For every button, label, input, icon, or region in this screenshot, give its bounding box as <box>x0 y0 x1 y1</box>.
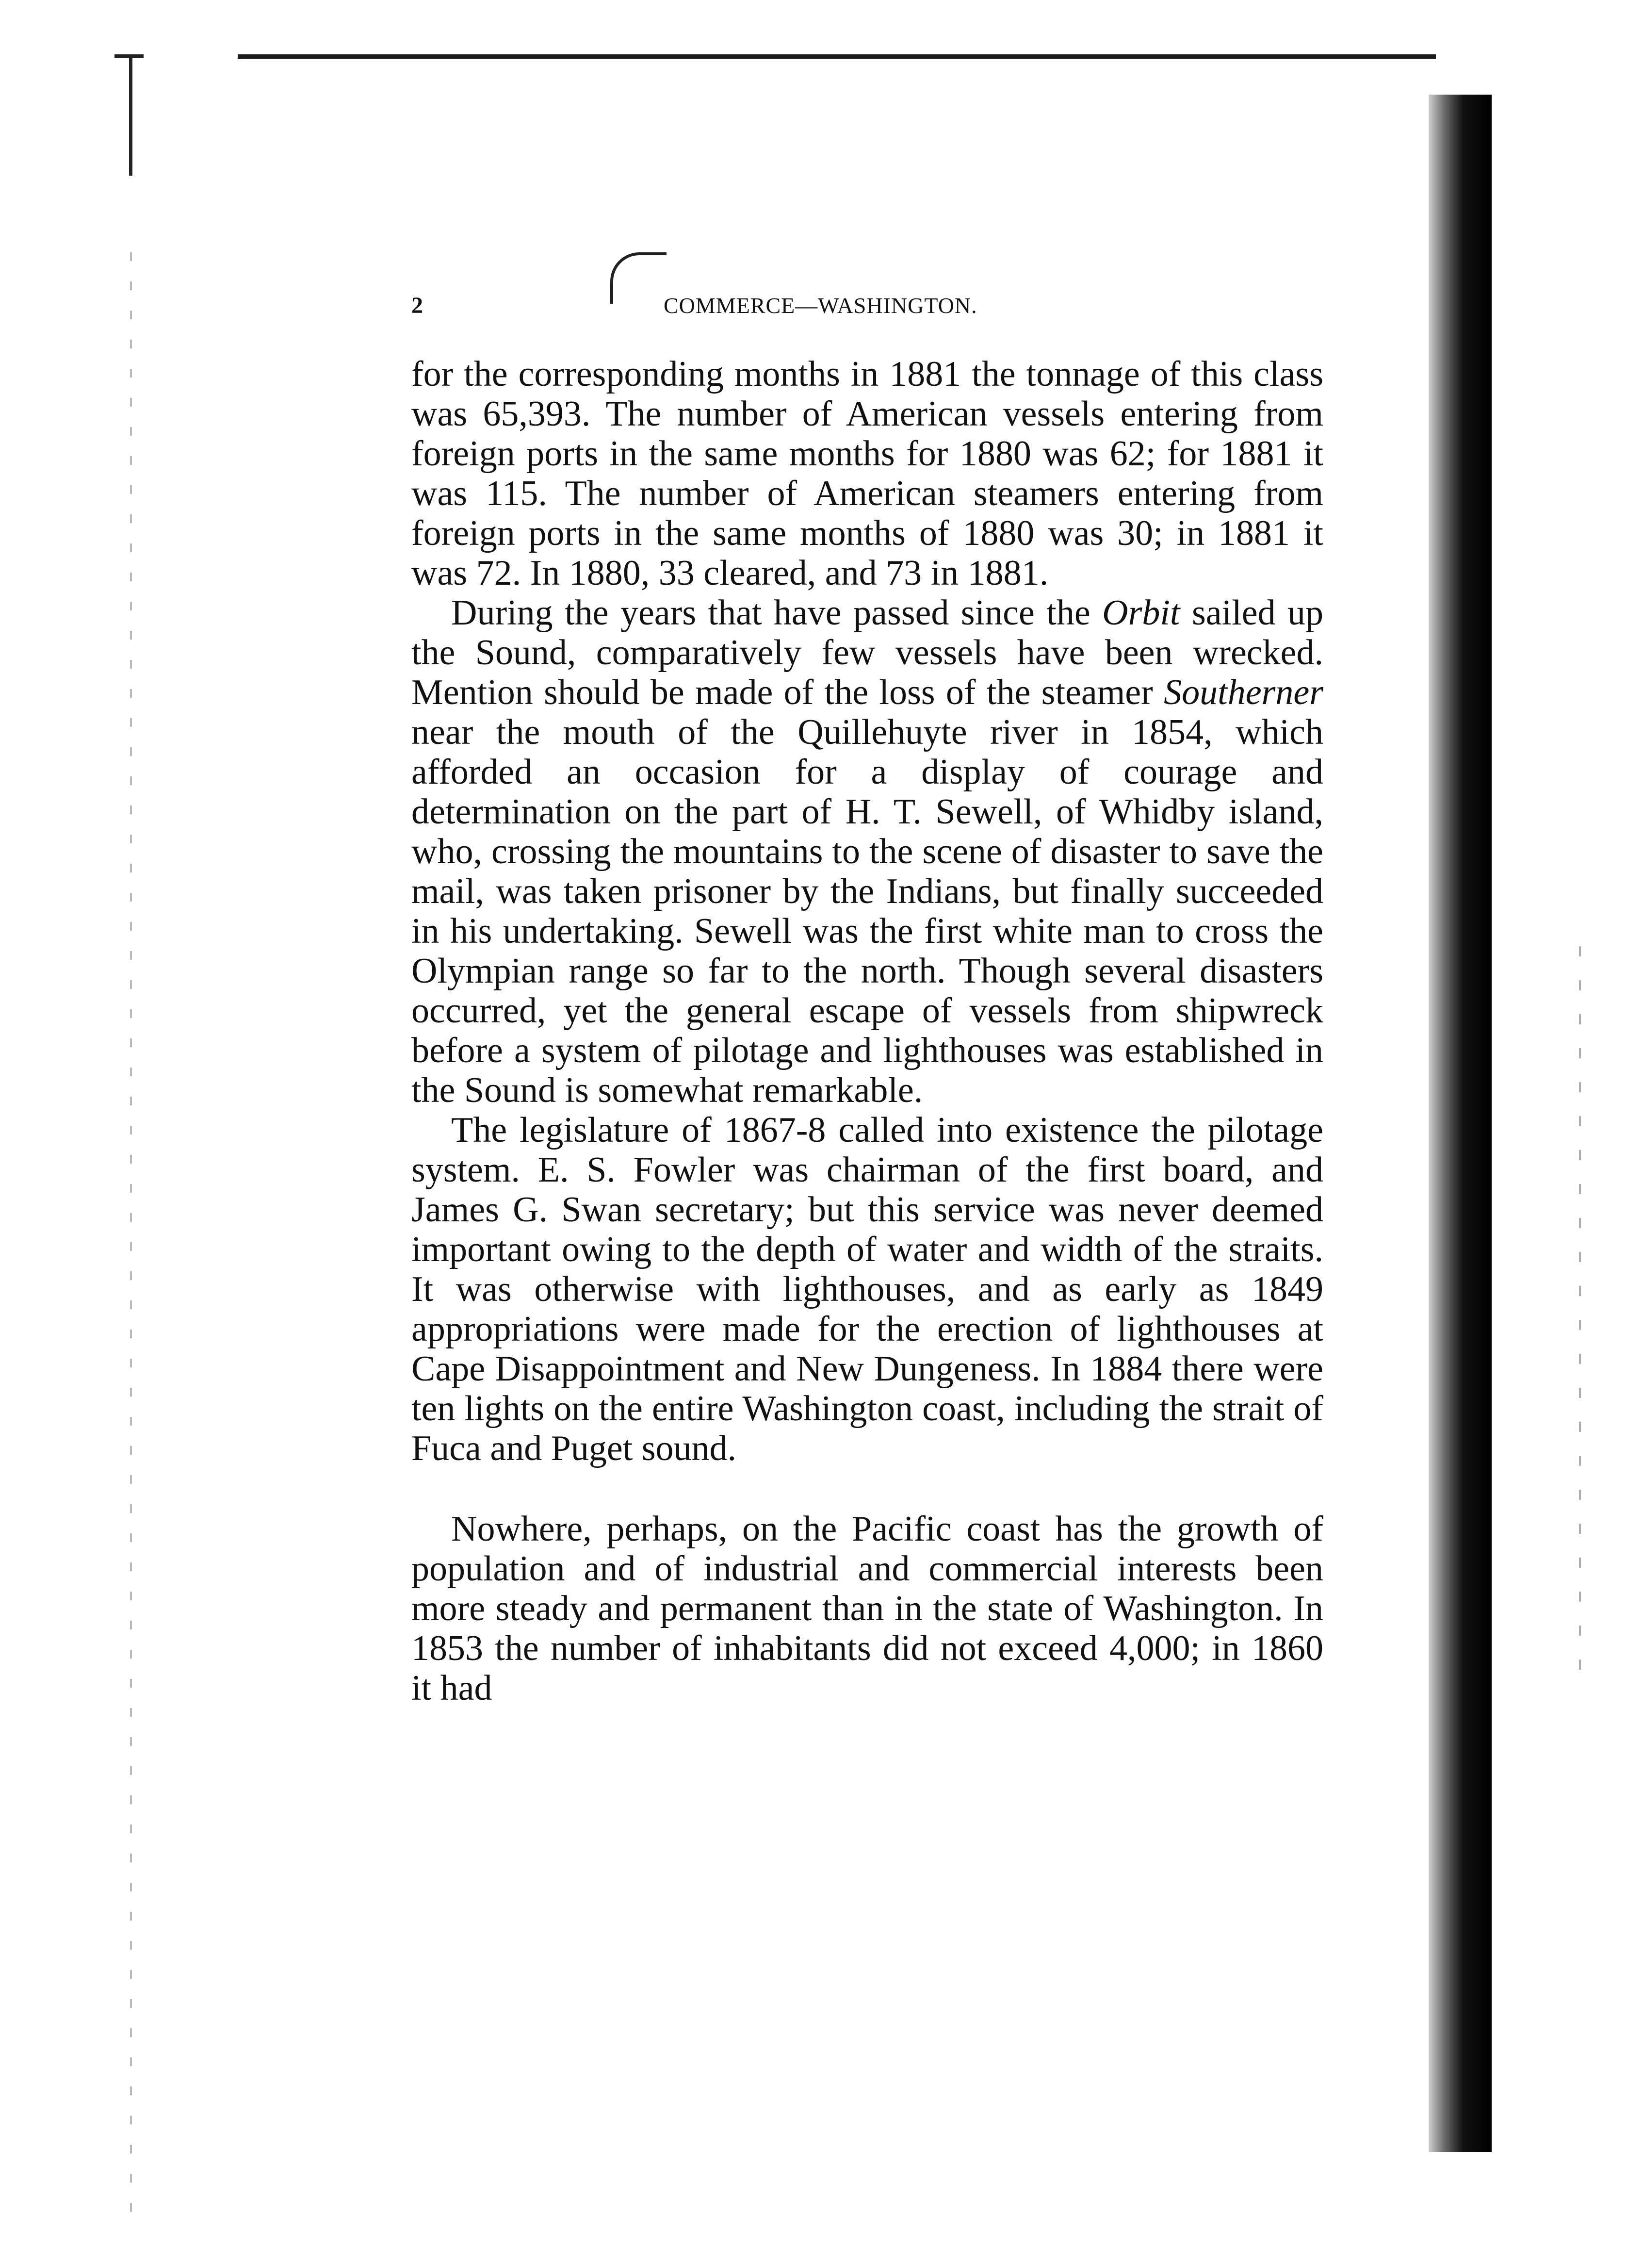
paragraph-text: During the years that have passed since the <box>451 593 1103 633</box>
paragraph-text: sailed up the Sound, comparatively few vessels have been wrecked. Mention should be made of the loss of the steamer <box>411 593 1323 712</box>
scan-left-dotted-artifact <box>130 252 132 2218</box>
paragraph-text: Nowhere, perhaps, on the Pacific coast has the growth of population and of industrial and commercial interests been more steady and permanent than in the state of Washington. In 1853 the number of inhabitants did not exceed 4,000; in 1860 it had <box>411 1509 1323 1708</box>
body-text <box>411 354 1323 1708</box>
scan-left-mark <box>129 54 132 176</box>
scan-right-dotted-artifact <box>1579 946 1581 1674</box>
paragraph-text: near the mouth of the Quillehuyte river in 1854, which afforded an occasion for a display of courage and determination on the part of H. T. Sewell, of Whidby island, who, crossing the mountains to the scene of disaster to save the mail, was taken prisoner by the Indians, but finally succeeded in his undertaking. Sewell was the first white man to cross the Olympian range so far to the north. Though several disasters occurred, yet the general escape of vessels from shipwreck before a system of pilotage and lighthouses was established in the Sound is somewhat remarkable. <box>411 712 1323 1110</box>
paragraph-2 <box>411 593 1323 1110</box>
running-head: COMMERCE—WASHINGTON. <box>664 293 977 318</box>
paragraph-4 <box>411 1509 1323 1708</box>
paragraph-text: The legislature of 1867-8 called into existence the pilotage system. E. S. Fowler was chairman of the first board, and James G. Swan secretary; but this service was never deemed important owing to the depth of water and width of the straits. It was otherwise with lighthouses, and as early as 1849 appropriations were made for the erection of lighthouses at Cape Disappointment and New Dungeness. In 1884 there were ten lights on the entire Washington coast, including the strait of Fuca and Puget sound. <box>411 1110 1323 1468</box>
scan-top-rule <box>238 54 1436 59</box>
scan-right-dark-edge <box>1429 95 1492 2152</box>
ship-name-orbit: Orbit <box>1102 593 1180 633</box>
paragraph-text: for the corresponding months in 1881 the tonnage of this class was 65,393. The number of American vessels entering from foreign ports in the same months for 1880 was 62; for 1881 it was 115. The number of American steamers entering from foreign ports in the same months of 1880 was 30; in 1881 it was 72. In 1880, 33 cleared, and 73 in 1881. <box>411 354 1323 593</box>
ship-name-southerner: Southerner <box>1164 673 1323 712</box>
page-header <box>411 286 1420 325</box>
page-number: 2 <box>411 293 423 318</box>
paragraph-3 <box>411 1110 1323 1468</box>
paragraph-1 <box>411 354 1323 593</box>
